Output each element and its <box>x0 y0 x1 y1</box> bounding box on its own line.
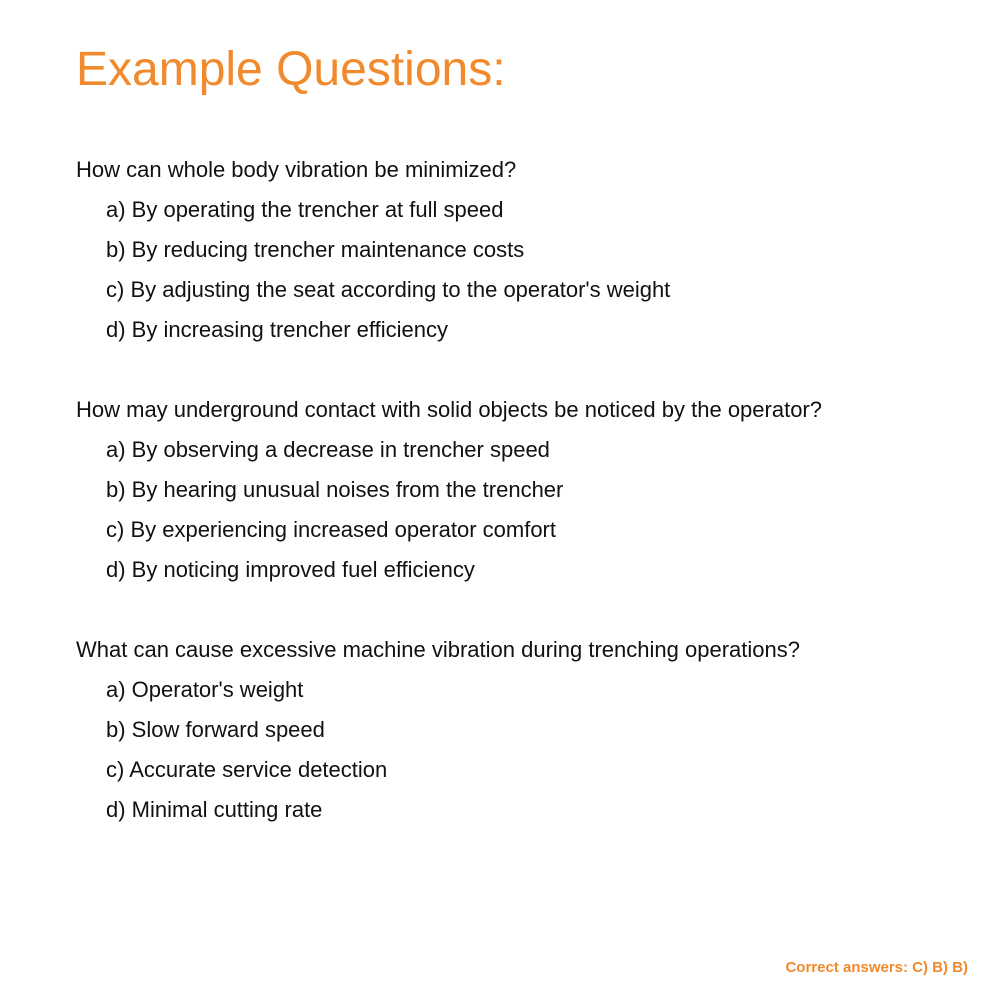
answer-option: a) By observing a decrease in trencher speed <box>106 437 550 462</box>
answer-option: a) By operating the trencher at full speed <box>106 197 504 222</box>
answer-option: c) By adjusting the seat according to the operator's weight <box>106 277 671 302</box>
answer-option: d) Minimal cutting rate <box>106 797 323 822</box>
page-title: Example Questions: <box>76 43 506 96</box>
question-block <box>76 150 936 350</box>
answer-option: b) Slow forward speed <box>106 717 325 742</box>
answer-option: a) Operator's weight <box>106 677 304 702</box>
question-list <box>76 150 936 870</box>
answer-option: c) By experiencing increased operator comfort <box>106 517 556 542</box>
answer-option: d) By noticing improved fuel efficiency <box>106 557 475 582</box>
answer-option: c) Accurate service detection <box>106 757 388 782</box>
answer-option: d) By increasing trencher efficiency <box>106 317 448 342</box>
answer-option: b) By reducing trencher maintenance costs <box>106 237 525 262</box>
question-text: How may underground contact with solid objects be noticed by the operator? <box>76 397 822 422</box>
question-block <box>76 390 936 590</box>
question-text: What can cause excessive machine vibration during trenching operations? <box>76 637 800 662</box>
correct-answers: Correct answers: C) B) B) <box>785 959 968 976</box>
answer-option: b) By hearing unusual noises from the trencher <box>106 477 564 502</box>
question-block <box>76 630 936 830</box>
question-text: How can whole body vibration be minimized? <box>76 157 517 182</box>
